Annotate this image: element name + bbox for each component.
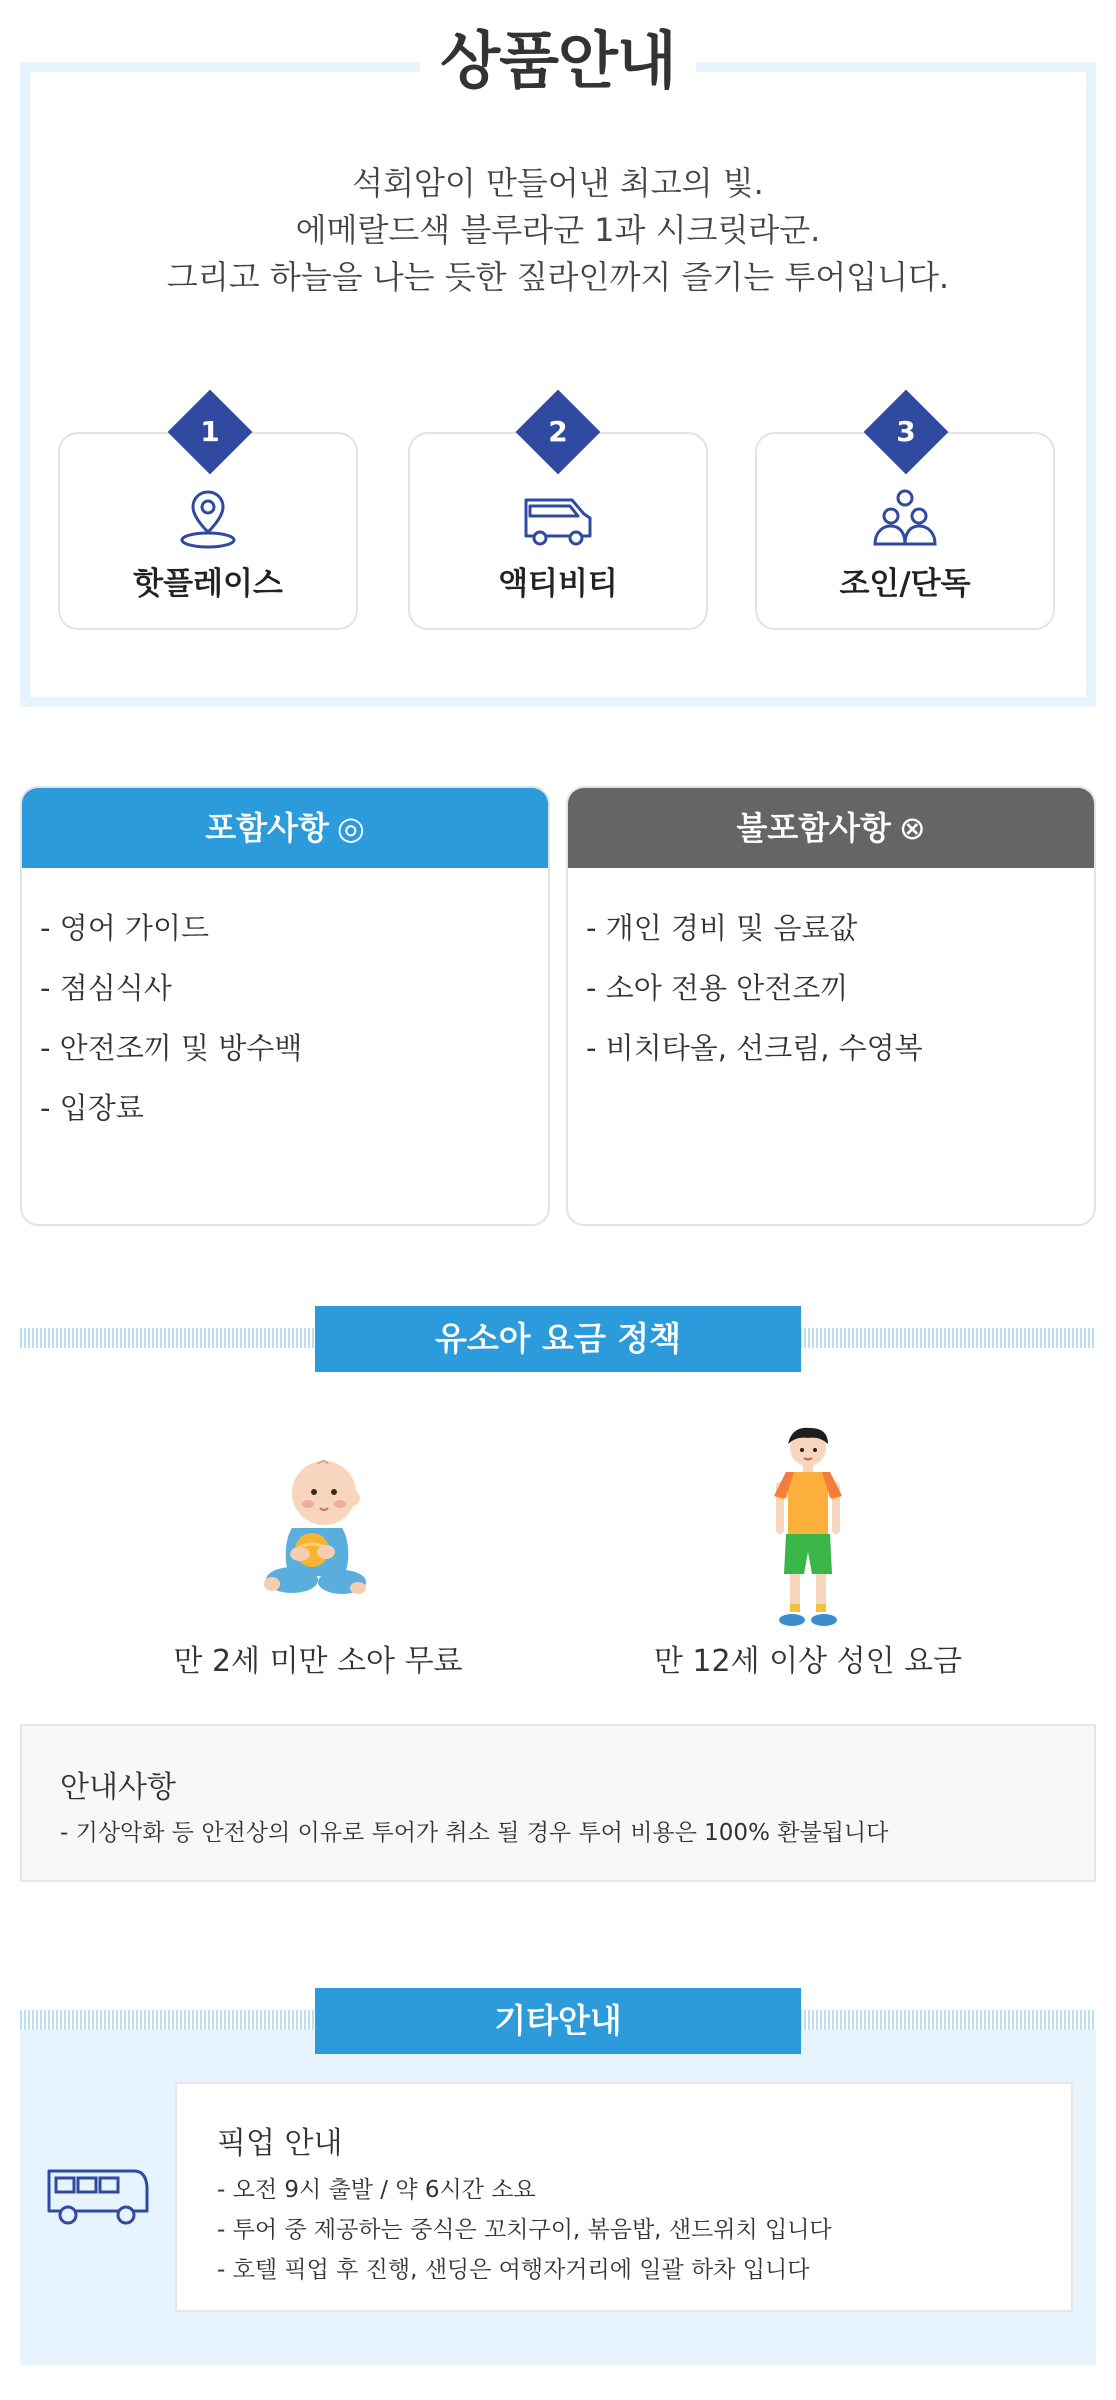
intro-description xyxy=(0,160,1116,301)
include-header xyxy=(22,788,548,868)
feature-number: 3 xyxy=(896,415,916,448)
list-item: - 비치타올, 선크림, 수영복 xyxy=(586,1031,923,1065)
list-item: - 호텔 픽업 후 진행, 샌딩은 여행자거리에 일괄 하차 입니다 xyxy=(217,2257,810,2283)
baby-illustration xyxy=(262,1448,372,1603)
page-title: 상품안내 xyxy=(420,18,696,104)
feature-label: 핫플레이스 xyxy=(133,566,283,602)
pickup-list xyxy=(217,2170,832,2290)
notice-title: 안내사항 xyxy=(60,1770,176,1805)
pickup-title: 픽업 안내 xyxy=(217,2126,343,2161)
list-item: - 개인 경비 및 음료값 xyxy=(586,911,858,945)
feature-number-badge xyxy=(864,390,949,475)
feature-number: 1 xyxy=(200,415,220,448)
feature-label: 액티비티 xyxy=(498,566,618,602)
include-box xyxy=(20,786,550,1226)
list-item: - 안전조끼 및 방수백 xyxy=(40,1031,303,1065)
bus-icon xyxy=(46,2165,150,2229)
child-caption: 만 12세 이상 성인 요금 xyxy=(653,1644,963,1679)
list-item: - 투어 중 제공하는 중식은 꼬치구이, 볶음밥, 샌드위치 입니다 xyxy=(217,2217,832,2243)
etc-title: 기타안내 xyxy=(315,1988,801,2054)
infant-caption: 만 2세 미만 소아 무료 xyxy=(173,1644,463,1679)
list-item: - 소아 전용 안전조끼 xyxy=(586,971,849,1005)
intro-line: 그리고 하늘을 나는 듯한 짚라인까지 즐기는 투어입니다. xyxy=(166,258,950,296)
list-item: - 점심식사 xyxy=(40,971,172,1005)
exclude-header xyxy=(568,788,1094,868)
notice-box xyxy=(20,1724,1096,1882)
exclude-title: 불포함사항 xyxy=(736,809,891,847)
feature-number: 2 xyxy=(548,415,568,448)
feature-label: 조인/단독 xyxy=(839,566,971,602)
exclude-list xyxy=(568,868,1094,1078)
pickup-info-box xyxy=(175,2082,1073,2312)
include-list xyxy=(22,868,548,1138)
list-item: - 오전 9시 출발 / 약 6시간 소요 xyxy=(217,2177,536,2203)
feature-number-badge xyxy=(168,390,253,475)
group-icon xyxy=(869,486,941,550)
intro-line: 에메랄드색 블루라군 1과 시크릿라군. xyxy=(295,211,821,249)
fare-policy-title: 유소아 요금 정책 xyxy=(315,1306,801,1372)
notice-text: - 기상악화 등 안전상의 이유로 투어가 취소 될 경우 투어 비용은 100% 환불됩니다 xyxy=(60,1820,889,1846)
list-item: - 입장료 xyxy=(40,1091,144,1125)
child-illustration xyxy=(770,1424,846,1629)
exclude-box xyxy=(566,786,1096,1226)
intro-line: 석회암이 만들어낸 최고의 빛. xyxy=(352,164,764,202)
list-item: - 영어 가이드 xyxy=(40,911,209,945)
map-pin-icon xyxy=(172,486,244,550)
van-icon xyxy=(522,486,594,550)
include-title: 포함사항 xyxy=(205,809,329,847)
double-circle-icon: ◎ xyxy=(336,809,365,847)
circled-x-icon: ⊗ xyxy=(898,809,926,847)
feature-number-badge xyxy=(516,390,601,475)
